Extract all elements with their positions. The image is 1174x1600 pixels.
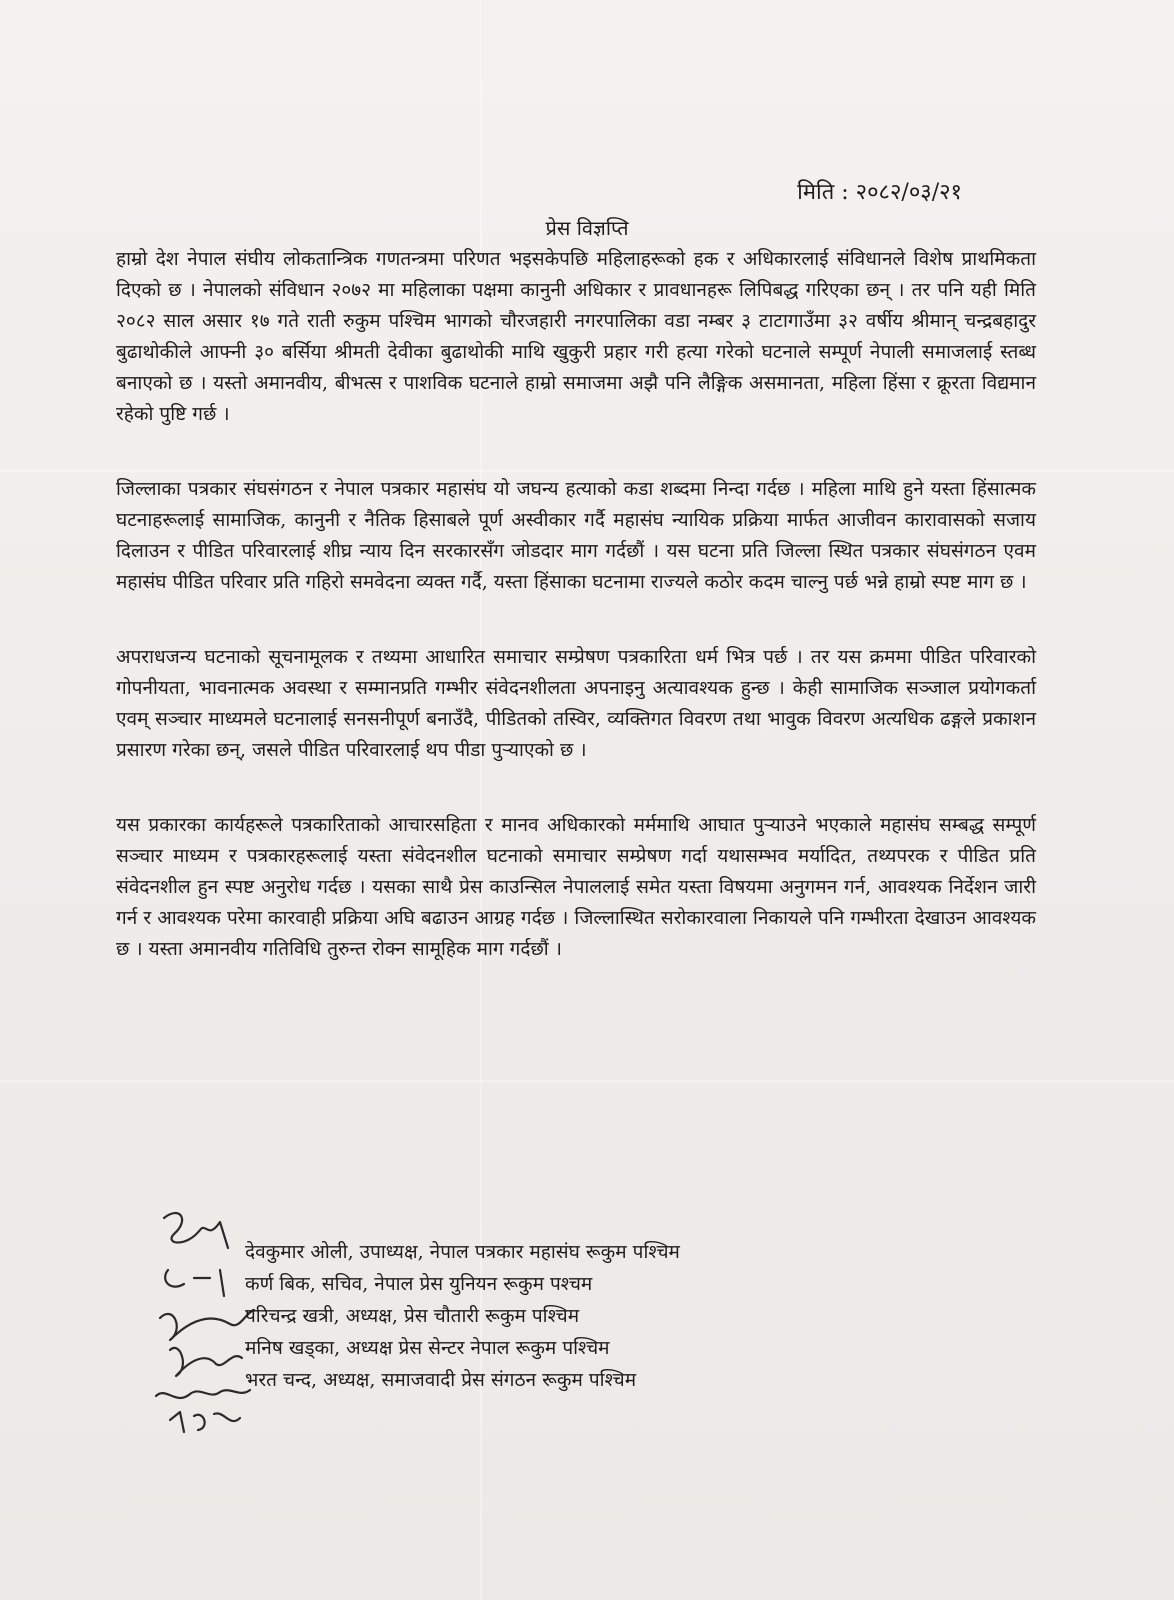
- signatory-5: भरत चन्द, अध्यक्ष, समाजवादी प्रेस संगठन रूकुम पश्चिम: [245, 1369, 637, 1391]
- signature-scribble: [160, 1310, 254, 1340]
- signatory-list: [245, 1236, 680, 1396]
- signatory-2: कर्ण बिक, सचिव, नेपाल प्रेस युनियन रूकुम पश्चम: [245, 1273, 593, 1295]
- signature-scribble: [164, 1213, 228, 1248]
- paragraph-1: हाम्रो देश नेपाल संघीय लोकतान्त्रिक गणतन्त्रमा परिणत भइसकेपछि महिलाहरूको हक र अधिकारलाई संविधानले विशेष प्राथमिकता दिएको छ । नेपालको संविधान २०७२ मा महिलाका पक्षमा कानुनी अधिकार र प्रावधानहरू लिपिबद्ध गरिएका छन् । तर पनि यही मिति २०८२ साल असार १७ गते राती रुकुम पश्चिम भागको चौरजहारी नगरपालिका वडा नम्बर ३ टाटागाउँमा ३२ वर्षीय श्रीमान् चन्द्रबहादुर बुढाथोकीले आफ्नी ३० बर्सिया श्रीमती देवीका बुढाथोकी माथि खुकुरी प्रहार गरी हत्या गरेको घटनाले सम्पूर्ण नेपाली समाजलाई स्तब्ध बनाएको छ । यस्तो अमानवीय, बीभत्स र पाशविक घटनाले हाम्रो समाजमा अझै पनि लैङ्गिक असमानता, महिला हिंसा र क्रूरता विद्यमान रहेको पुष्टि गर्छ ।: [116, 248, 1036, 425]
- signatory-1: देवकुमार ओली, उपाध्यक्ष, नेपाल पत्रकार महासंघ रूकुम पश्चिम: [245, 1241, 680, 1263]
- signature-block: [150, 1200, 910, 1440]
- paragraph-2: जिल्लाका पत्रकार संघसंगठन र नेपाल पत्रकार महासंघ यो जघन्य हत्याको कडा शब्दमा निन्दा गर्दछ । महिला माथि हुने यस्ता हिंसात्मक घटनाहरूलाई सामाजिक, कानुनी र नैतिक हिसाबले पूर्ण अस्वीकार गर्दै महासंघ न्यायिक प्रक्रिया मार्फत आजीवन कारावासको सजाय दिलाउन र पीडित परिवारलाई शीघ्र न्याय दिन सरकारसँग जोडदार माग गर्दछौं । यस घटना प्रति जिल्ला स्थित पत्रकार संघसंगठन एवम महासंघ पीडित परिवार प्रति गहिरो समवेदना व्यक्त गर्दै, यस्ता हिंसाका घटनामा राज्यले कठोर कदम चाल्नु पर्छ भन्ने हाम्रो स्पष्ट माग छ ।: [116, 478, 1036, 593]
- signatory-3: परिचन्द्र खत्री, अध्यक्ष, प्रेस चौतारी रूकुम पश्चिम: [245, 1305, 580, 1327]
- document-title: प्रेस विज्ञप्ति: [545, 216, 629, 240]
- document-body: [116, 244, 1036, 1009]
- signature-scribble: [156, 1390, 250, 1398]
- paragraph-4: यस प्रकारका कार्यहरूले पत्रकारिताको आचारसहिता र मानव अधिकारको मर्ममाथि आघात पुऱ्याउने भएकाले महासंघ सम्बद्ध सम्पूर्ण सञ्चार माध्यम र पत्रकारहरूलाई यस्ता संवेदनशील घटनाको समाचार सम्प्रेषण गर्दा यथासम्भव मर्यादित, तथ्यपरक र पीडित प्रति संवेदनशील हुन स्पष्ट अनुरोध गर्दछ । यसका साथै प्रेस काउन्सिल नेपाललाई समेत यस्ता विषयमा अनुगमन गर्न, आवश्यक निर्देशन जारी गर्न र आवश्यक परेमा कारवाही प्रक्रिया अघि बढाउन आग्रह गर्दछ । जिल्लास्थित सरोकारवाला निकायले पनि गम्भीरता देखाउन आवश्यक छ । यस्ता अमानवीय गतिविधि तुरुन्त रोक्न सामूहिक माग गर्दछौं ।: [116, 814, 1036, 960]
- paragraph-3: अपराधजन्य घटनाको सूचनामूलक र तथ्यमा आधारित समाचार सम्प्रेषण पत्रकारिता धर्म भित्र पर्छ । तर यस क्रममा पीडित परिवारको गोपनीयता, भावनात्मक अवस्था र सम्मानप्रति गम्भीर संवेदनशीलता अपनाइनु अत्यावश्यक हुन्छ । केही सामाजिक सञ्जाल प्रयोगकर्ता एवम् सञ्चार माध्यमले घटनालाई सनसनीपूर्ण बनाउँदै, पीडितको तस्विर, व्यक्तिगत विवरण तथा भावुक विवरण अत्यधिक ढङ्गले प्रकाशन प्रसारण गरेका छन्, जसले पीडित परिवारलाई थप पीडा पुऱ्याएको छ ।: [116, 646, 1036, 761]
- signature-scribble: [170, 1412, 240, 1432]
- document-date: मिति : २०८२/०३/२१: [797, 180, 962, 205]
- signature-scribble: [170, 1348, 242, 1376]
- signatory-4: मनिष खड्का, अध्यक्ष प्रेस सेन्टर नेपाल रूकुम पश्चिम: [245, 1337, 610, 1359]
- signature-scribble: [165, 1270, 224, 1296]
- paper-crease: [0, 1080, 1174, 1082]
